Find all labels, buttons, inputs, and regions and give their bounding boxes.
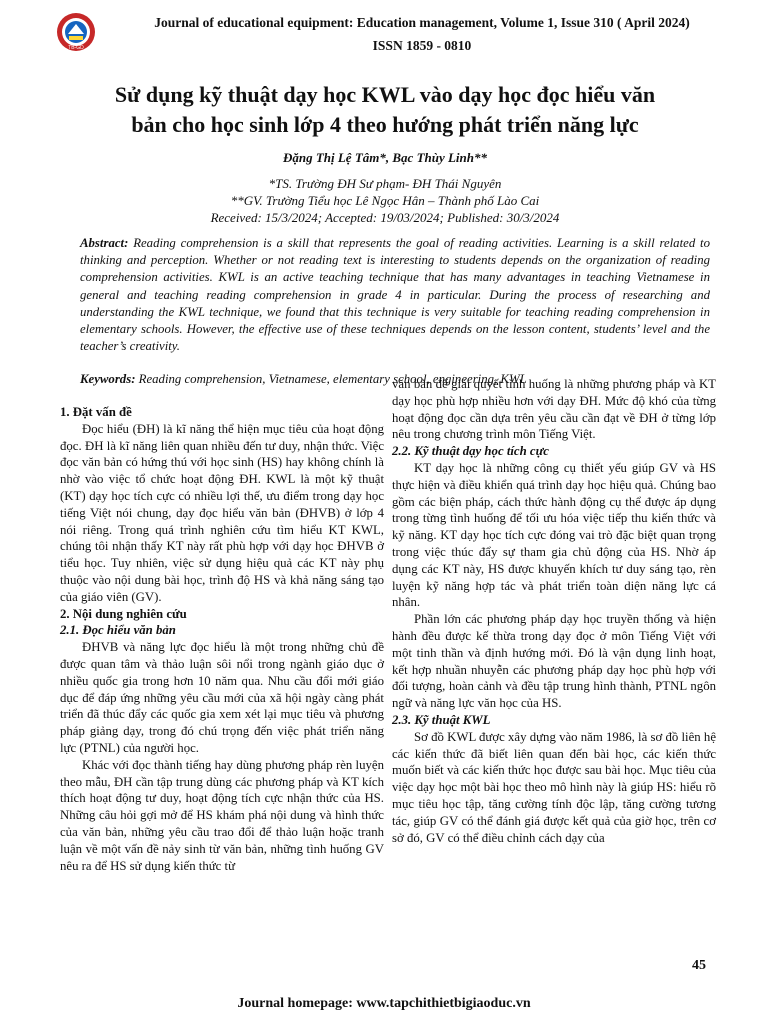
- keywords-label: Keywords:: [80, 372, 136, 386]
- article-title: [40, 80, 730, 140]
- paragraph: ĐHVB và năng lực đọc hiểu là một trong những chủ đề được quan tâm và thảo luận sôi nổi trong ngành giáo dục ở nhiều quốc gia trong hơn 10 năm qua. Nhu cầu đổi mới giáo dục để đáp ứng những yêu cầu mới của xã hội ngày càng phát triển đã thúc đẩy các quốc gia xem xét lại mục tiêu và phương pháp giảng dạy, trong đó chú trọng đến việc phát triển năng lực (PTNL) của người học.: [60, 640, 384, 755]
- paragraph: KT dạy học là những công cụ thiết yếu giúp GV và HS thực hiện và điều khiển quá trình dạy học hiệu quả. Chúng bao gồm các biện pháp, cách thức hành động cụ thể được áp dụng trong từng tình huống để tối ưu hóa việc tiếp thu kiến thức và kỹ năng. KT dạy học tích cực đóng vai trò đặc biệt quan trọng trong việc thúc đẩy sự tham gia chủ động của HS. Nhờ áp dụng các KT này, HS được khuyến khích tư duy sáng tạo, rèn luyện kỹ năng hợp tác và phát triển toàn diện năng lực cá nhân.: [392, 460, 716, 610]
- journal-header: Journal of educational equipment: Education management, Volume 1, Issue 310 ( April 2024): [154, 15, 690, 30]
- title-line-2: bản cho học sinh lớp 4 theo hướng phát triển năng lực: [131, 112, 639, 137]
- page-number: 45: [692, 958, 706, 973]
- issn: ISSN 1859 - 0810: [372, 38, 472, 53]
- keywords-text: Reading comprehension, Vietnamese, elementary school, engineering, KWL: [138, 372, 527, 386]
- abstract: [80, 235, 710, 355]
- subsection-heading-2-2: 2.2. Kỹ thuật dạy học tích cực: [392, 444, 549, 459]
- authors: Đặng Thị Lệ Tâm*, Bạc Thùy Linh**: [282, 150, 488, 165]
- paragraph: Khác với đọc thành tiếng hay dùng phương pháp rèn luyện theo mẫu, ĐH cần tập trung dùng các phương pháp và KT kích thích hoạt động tư duy, hoạt động tích cực nhận thức của HS. Những câu hỏi gợi mở để HS khám phá nội dung và hình thức của văn bản, những yêu cầu trao đổi để thảo luận hoặc tranh luận về một vấn đề nảy sinh từ văn bản, những tình huống GV nêu ra để HS sử dụng kiến thức từ: [60, 757, 384, 873]
- right-column: [392, 376, 716, 846]
- section-heading-1: 1. Đặt vấn đề: [60, 405, 132, 419]
- abstract-text: Reading comprehension is a skill that represents the goal of reading activities. Learning is a skill related to thinking and perception. Whether or not reading text is interesting to students depends on the organization of reading comprehension activities. KWL is an active teaching technique that has many advantages in teaching Vietnamese in general and teaching reading comprehension in grade 4 in particular. During the process of researching and understanding the KWL technique, we found that this technique is very suitable for teaching reading comprehension in elementary schools. However, the effective use of these techniques depends on the lesson content, students’ level and the teacher’s creativity.: [80, 236, 710, 354]
- section-heading-2: 2. Nội dung nghiên cứu: [60, 606, 187, 621]
- journal-logo: [56, 12, 96, 52]
- paragraph: Đọc hiểu (ĐH) là kĩ năng thể hiện mục tiêu của hoạt động đọc. ĐH là kĩ năng liên quan nhiều đến tư duy, nhận thức. Việc đọc văn bản có hứng thú với học sinh (HS) hay không chính là nhờ vào việc tổ chức hoạt động ĐH. KWL là một kỹ thuật (KT) dạy học tích cực có nhiều lợi thế, ưu điểm trong dạy học tiếng Việt nói chung, dạy đọc hiểu văn bản (ĐHVB) ở lớp 4 nói riêng. Trong quá trình nghiên cứu tìm hiểu KT KWL, chúng tôi nhận thấy KT này rất phù hợp với dạy học ĐHVB ở tiểu học. Tuy nhiên, việc sử dụng hiệu quả các KT này phụ thuộc vào nội dung bài học, trình độ HS và khả năng sáng tạo của giáo viên (GV).: [60, 421, 384, 604]
- affiliations: [40, 175, 730, 226]
- paragraph: Sơ đồ KWL được xây dựng vào năm 1986, là sơ đồ liên hệ các kiến thức đã biết liên quan đến bài học, các kiến thức muốn biết và các kiến thức học được sau bài học. Mục tiêu của việc dạy học một bài học theo mô hình này là giúp HS: hiểu rõ mục tiêu học tập, tăng cường tính độc lập, tăng cường tương tác, giúp GV có thể đánh giá được kết quả của giờ học, trên cơ sở đó, GV có thể điều chỉnh cách dạy của: [392, 729, 716, 845]
- title-line-1: Sử dụng kỹ thuật dạy học KWL vào dạy học đọc hiểu văn: [114, 82, 656, 107]
- affiliation-2: **GV. Trường Tiểu học Lê Ngọc Hân – Thành phố Lào Cai: [230, 193, 540, 208]
- subsection-heading-2-1: 2.1. Đọc hiểu văn bản: [60, 623, 176, 638]
- subsection-heading-2-3: 2.3. Kỹ thuật KWL: [392, 712, 491, 727]
- abstract-label: Abstract:: [80, 236, 129, 250]
- affiliation-1: *TS. Trường ĐH Sư phạm- ĐH Thái Nguyên: [268, 176, 502, 191]
- logo-text: TB-GD: [68, 45, 84, 51]
- paragraph: Phần lớn các phương pháp dạy học truyền thống và hiện hành đều được kế thừa trong dạy đọc ở môn Tiếng Việt với một tinh thần và định hướng mới. Đó là vận dụng linh hoạt, kết hợp nhuần nhuyễn các phương pháp dạy học phù hợp với đối tượng, hoàn cảnh và đều tập trung hình thành, PTNL ngôn ngữ và năng lực văn học của HS.: [392, 612, 716, 711]
- paragraph: văn bản để giải quyết tình huống là những phương pháp và KT dạy học phù hợp nhiều hơn với dạy ĐH. Mức độ khó của từng hoạt động đọc cần dựa trên yêu cầu cần đạt về ĐH ở từng lớp nêu trong chương trình môn Tiếng Việt.: [392, 377, 716, 442]
- left-column: [60, 404, 384, 874]
- journal-homepage: Journal homepage: www.tapchithietbigiaoduc.vn: [237, 996, 531, 1011]
- article-dates: Received: 15/3/2024; Accepted: 19/03/2024; Published: 30/3/2024: [210, 210, 560, 225]
